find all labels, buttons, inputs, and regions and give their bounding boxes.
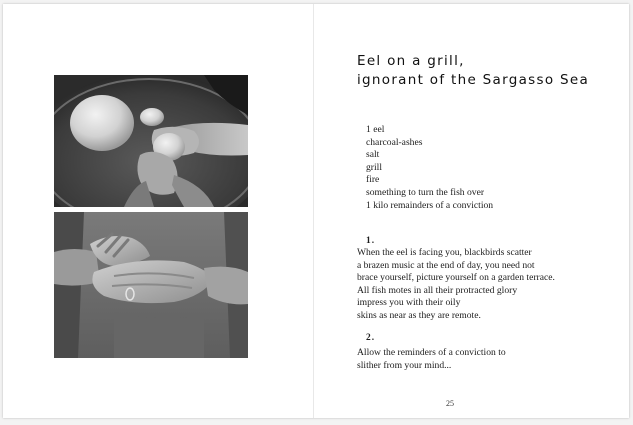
stanza-line: brace yourself, picture yourself on a garden terrace. xyxy=(357,272,555,284)
clasped-hands-photo xyxy=(54,212,248,358)
stanza-2 xyxy=(357,347,506,372)
dough-kneading-photo xyxy=(54,75,248,207)
stanza-1 xyxy=(357,247,555,323)
poem-title xyxy=(357,52,589,90)
stanza-line: impress you with their oily xyxy=(357,297,461,309)
stanza-line: Allow the reminders of a conviction to xyxy=(357,347,506,358)
ingredient-item: something to turn the fish over xyxy=(366,186,485,198)
ingredient-item: grill xyxy=(366,161,382,173)
ingredient-item: 1 kilo remainders of a conviction xyxy=(366,199,494,211)
stanza-line: skins as near as they are remote. xyxy=(357,309,481,321)
ingredient-list xyxy=(366,124,493,212)
ingredient-item: salt xyxy=(366,149,380,161)
book-gutter xyxy=(313,4,314,418)
stanza-number: 1. xyxy=(366,236,376,246)
page-number: 25 xyxy=(446,399,454,408)
poem-title-line-2: ignorant of the Sargasso Sea xyxy=(357,72,590,88)
stanza-line: a brazen music at the end of day, you need not xyxy=(357,259,535,271)
ingredient-item: 1 eel xyxy=(366,124,385,135)
ingredient-item: fire xyxy=(366,174,380,186)
stanza-line: All fish motes in all their protracted glory xyxy=(357,284,518,296)
dough-kneading-image xyxy=(54,75,248,207)
stanza-number: 2. xyxy=(366,333,376,343)
stanza-line: slither from your mind... xyxy=(357,359,452,371)
stanza-line: When the eel is facing you, blackbirds scatter xyxy=(357,247,532,258)
poem-title-line-1: Eel on a grill, xyxy=(357,53,465,69)
clasped-hands-image xyxy=(54,212,248,358)
ingredient-item: charcoal-ashes xyxy=(366,136,423,148)
